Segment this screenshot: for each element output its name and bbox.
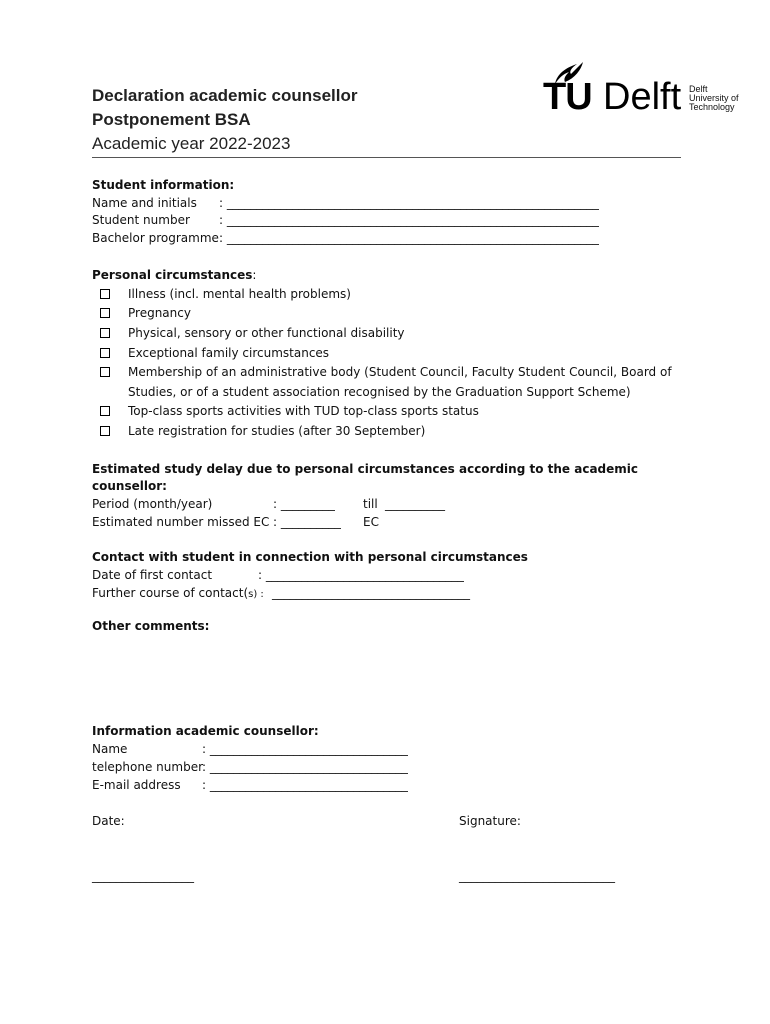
delay-heading: Estimated study delay due to personal circumstances according to the academic [92, 462, 639, 476]
circumstance-illness: Illness (incl. mental health problems) [128, 287, 351, 301]
document-title: Declaration academic counsellor [92, 86, 358, 105]
counsellor-email-label: E-mail address [92, 778, 181, 792]
checkbox-disability[interactable] [100, 328, 110, 338]
counsellor-name-field[interactable]: : _________________________________ [202, 742, 408, 756]
counsellor-heading: Information academic counsellor: [92, 724, 319, 738]
student-info-heading: Student information: [92, 178, 235, 192]
circumstance-family: Exceptional family circumstances [128, 346, 330, 360]
contact-heading: Contact with student in connection with personal circumstances [92, 550, 528, 564]
missed-ec-label: Estimated number missed EC [92, 515, 270, 529]
logo-tagline: Delft University of Technology [689, 84, 739, 112]
student-number-field[interactable]: : ______________________________________________________________ [219, 213, 599, 227]
logo-delft-text: Delft [603, 76, 682, 118]
period-field[interactable]: : _________ [273, 497, 335, 511]
name-label: Name and initials [92, 196, 197, 210]
signature-label: Signature: [459, 814, 521, 828]
circumstance-pregnancy: Pregnancy [128, 306, 191, 320]
checkbox-family[interactable] [100, 348, 110, 358]
till-field[interactable]: __________ [385, 497, 445, 511]
further-contact-label-suffix: s) : [248, 589, 264, 600]
counsellor-phone-label: telephone number [92, 760, 204, 774]
further-contact-label: Further course of contact(s) : [92, 586, 264, 600]
checkbox-illness[interactable] [100, 289, 110, 299]
student-number-label: Student number [92, 213, 190, 227]
ec-unit: EC [363, 515, 379, 529]
checkbox-administrative-body[interactable] [100, 367, 110, 377]
date-label: Date: [92, 814, 125, 828]
circumstance-late-registration: Late registration for studies (after 30 September) [128, 424, 426, 438]
counsellor-phone-field[interactable]: : _________________________________ [202, 760, 408, 774]
header-rule [92, 157, 681, 158]
till-label: till [363, 497, 378, 511]
circumstance-administrative-body-cont: Studies, or of a student association recognised by the Graduation Support Scheme) [128, 385, 631, 399]
comments-area[interactable] [92, 636, 680, 716]
checkbox-pregnancy[interactable] [100, 308, 110, 318]
further-contact-field[interactable]: _________________________________ [272, 586, 470, 600]
checkbox-sports[interactable] [100, 406, 110, 416]
bachelor-programme-field[interactable]: : ______________________________________________________________ [219, 231, 599, 245]
circumstance-disability: Physical, sensory or other functional disability [128, 326, 405, 340]
circumstance-administrative-body: Membership of an administrative body (Student Council, Faculty Student Council, Board of [128, 365, 672, 379]
delay-heading-cont: counsellor: [92, 479, 167, 493]
name-field[interactable]: : ______________________________________________________________ [219, 196, 599, 210]
logo-tu-text: TU [543, 76, 592, 118]
circumstances-heading: Personal circumstances: [92, 268, 257, 282]
counsellor-name-label: Name [92, 742, 128, 756]
first-contact-label: Date of first contact [92, 568, 213, 582]
counsellor-email-field[interactable]: : _________________________________ [202, 778, 408, 792]
bachelor-programme-label: Bachelor programme [92, 231, 219, 245]
document-subtitle: Postponement BSA [92, 110, 251, 129]
date-line[interactable]: _________________ [92, 869, 194, 883]
academic-year: Academic year 2022-2023 [92, 134, 291, 153]
signature-line[interactable]: __________________________ [459, 869, 615, 883]
missed-ec-field[interactable]: : __________ [273, 515, 341, 529]
circumstance-sports: Top-class sports activities with TUD top-class sports status [128, 404, 479, 418]
first-contact-field[interactable]: : _________________________________ [258, 568, 464, 582]
tu-delft-logo [543, 60, 753, 120]
period-label: Period (month/year) [92, 497, 213, 511]
comments-heading: Other comments: [92, 619, 210, 633]
checkbox-late-registration[interactable] [100, 426, 110, 436]
